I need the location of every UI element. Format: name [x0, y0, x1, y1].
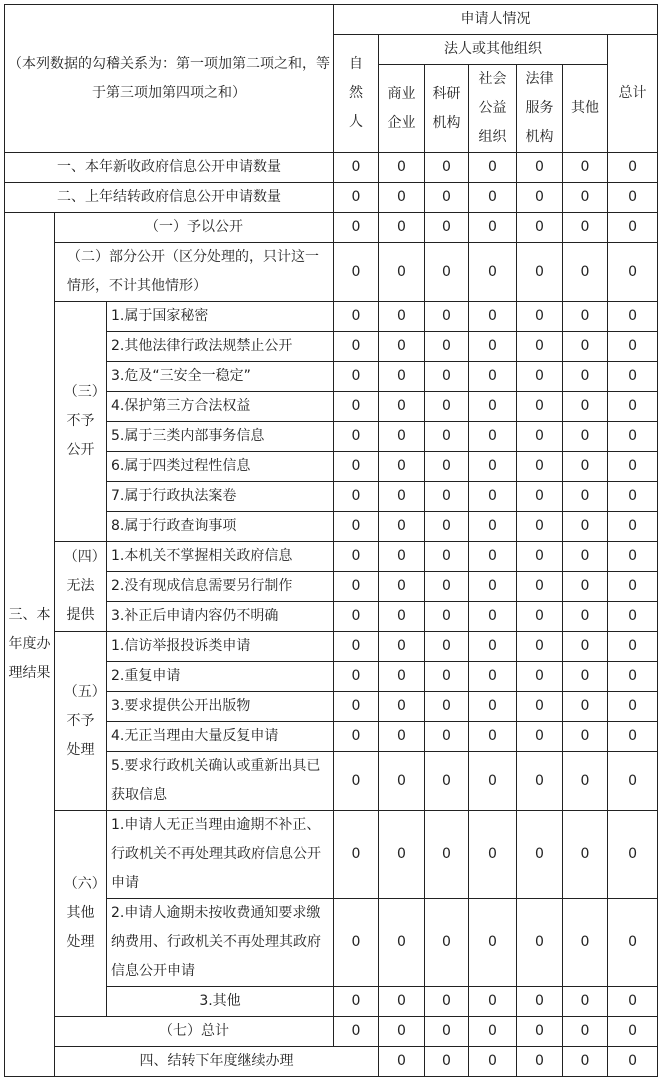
cell-value: 0 [379, 183, 425, 213]
row-label: 1.本机关不掌握相关政府信息 [107, 542, 334, 572]
cell-value: 0 [469, 899, 517, 987]
cell-value: 0 [608, 899, 658, 987]
cell-value: 0 [563, 987, 608, 1017]
cell-value: 0 [563, 512, 608, 542]
cell-value: 0 [608, 153, 658, 183]
row-label: （七）总计 [55, 1017, 334, 1047]
cell-value: 0 [425, 752, 469, 811]
cell-value: 0 [517, 722, 563, 752]
cell-value: 0 [334, 302, 379, 332]
cell-value: 0 [517, 987, 563, 1017]
cell-value: 0 [425, 332, 469, 362]
cell-value: 0 [608, 692, 658, 722]
cell-value: 0 [334, 392, 379, 422]
cell-value: 0 [425, 662, 469, 692]
cell-value: 0 [608, 987, 658, 1017]
row-label: 3.危及“三安全一稳定” [107, 362, 334, 392]
cell-value: 0 [563, 1017, 608, 1047]
legal-service-label: 法律服务机构 [525, 71, 554, 145]
cell-value: 0 [517, 899, 563, 987]
cell-value: 0 [334, 512, 379, 542]
cell-value: 0 [425, 392, 469, 422]
cell-value: 0 [425, 362, 469, 392]
social-welfare-header [469, 65, 517, 153]
cell-value: 0 [469, 722, 517, 752]
section-not-processed [55, 632, 107, 811]
cell-value: 0 [517, 811, 563, 899]
cell-value: 0 [334, 542, 379, 572]
legal-service-header [517, 65, 563, 153]
cell-value: 0 [469, 392, 517, 422]
natural-person-label: 自然人 [349, 56, 363, 130]
cell-value: 0 [379, 243, 425, 302]
cell-value: 0 [517, 1017, 563, 1047]
cell-value: 0 [425, 482, 469, 512]
cell-value: 0 [469, 512, 517, 542]
cell-value: 0 [425, 452, 469, 482]
cell-value: 0 [608, 542, 658, 572]
row-label: 3.要求提供公开出版物 [107, 692, 334, 722]
cell-value: 0 [334, 987, 379, 1017]
cell-value: 0 [469, 422, 517, 452]
cell-value: 0 [517, 512, 563, 542]
cell-value: 0 [608, 452, 658, 482]
cell-value: 0 [517, 632, 563, 662]
cell-value: 0 [379, 213, 425, 243]
cell-value: 0 [469, 1047, 517, 1077]
section-cannot-provide [55, 542, 107, 632]
cell-value: 0 [563, 542, 608, 572]
cell-value: 0 [469, 811, 517, 899]
cell-value: 0 [563, 572, 608, 602]
cell-value: 0 [563, 243, 608, 302]
cell-value: 0 [563, 422, 608, 452]
note-header-cell [5, 5, 334, 153]
cell-value: 0 [379, 452, 425, 482]
cell-value: 0 [563, 1047, 608, 1077]
cell-value: 0 [425, 692, 469, 722]
row-label: 5.属于三类内部事务信息 [107, 422, 334, 452]
cell-value: 0 [517, 422, 563, 452]
section-not-processed-label: （五）不予处理 [63, 683, 106, 758]
cell-value: 0 [469, 213, 517, 243]
cell-value: 0 [608, 332, 658, 362]
cell-value: 0 [379, 572, 425, 602]
cell-value: 0 [608, 482, 658, 512]
row-label: 1.信访举报投诉类申请 [107, 632, 334, 662]
cell-value: 0 [469, 183, 517, 213]
total-header: 总计 [608, 35, 658, 153]
cell-value: 0 [469, 752, 517, 811]
cell-value: 0 [425, 183, 469, 213]
cell-value: 0 [608, 1017, 658, 1047]
row-label: 一、本年新收政府信息公开申请数量 [5, 153, 334, 183]
cell-value: 0 [334, 602, 379, 632]
cell-value: 0 [563, 332, 608, 362]
cell-value: 0 [608, 302, 658, 332]
cell-value: 0 [425, 1047, 469, 1077]
row-label: 1.属于国家秘密 [107, 302, 334, 332]
research-label: 科研机构 [432, 85, 461, 131]
cell-value: 0 [425, 243, 469, 302]
section-year-results-label: 三、本年度办理结果 [8, 607, 51, 681]
commercial-header [379, 65, 425, 153]
cell-value: 0 [563, 452, 608, 482]
cell-value: 0 [379, 153, 425, 183]
cell-value: 0 [517, 752, 563, 811]
cell-value: 0 [469, 602, 517, 632]
cell-value: 0 [425, 213, 469, 243]
cell-value: 0 [517, 362, 563, 392]
cell-value: 0 [425, 811, 469, 899]
cell-value: 0 [379, 602, 425, 632]
cell-value: 0 [379, 987, 425, 1017]
cell-value: 0 [425, 632, 469, 662]
cell-value: 0 [517, 482, 563, 512]
row-label: 二、上年结转政府信息公开申请数量 [5, 183, 334, 213]
cell-value: 0 [334, 811, 379, 899]
cell-value: 0 [334, 899, 379, 987]
cell-value: 0 [469, 692, 517, 722]
cell-value: 0 [334, 243, 379, 302]
cell-value: 0 [517, 332, 563, 362]
cell-value: 0 [334, 422, 379, 452]
cell-value: 0 [563, 362, 608, 392]
row-label: 3.其他 [107, 987, 334, 1017]
cell-value: 0 [425, 602, 469, 632]
row-label: 7.属于行政执法案卷 [107, 482, 334, 512]
cell-value: 0 [563, 692, 608, 722]
cell-value: 0 [608, 632, 658, 662]
cell-value: 0 [517, 302, 563, 332]
row-label: 2.没有现成信息需要另行制作 [107, 572, 334, 602]
cell-value: 0 [563, 899, 608, 987]
row-label: 2.其他法律行政法规禁止公开 [107, 332, 334, 362]
cell-value: 0 [379, 542, 425, 572]
cell-value: 0 [608, 243, 658, 302]
cell-value: 0 [425, 899, 469, 987]
cell-value: 0 [608, 213, 658, 243]
cell-value: 0 [563, 392, 608, 422]
row-label: 3.补正后申请内容仍不明确 [107, 602, 334, 632]
cell-value: 0 [517, 662, 563, 692]
cell-value: 0 [425, 153, 469, 183]
cell-value: 0 [563, 752, 608, 811]
cell-value: 0 [608, 662, 658, 692]
cell-value: 0 [425, 422, 469, 452]
cell-value: 0 [334, 362, 379, 392]
note-text: （本列数据的勾稽关系为：第一项加第二项之和，等于第三项加第四项之和） [8, 55, 330, 101]
cell-value: 0 [517, 692, 563, 722]
cell-value: 0 [563, 722, 608, 752]
cell-value: 0 [379, 1047, 425, 1077]
cell-value: 0 [469, 302, 517, 332]
cell-value: 0 [425, 512, 469, 542]
applicant-situation-header: 申请人情况 [334, 5, 658, 35]
social-welfare-label: 社会公益组织 [478, 71, 507, 145]
cell-value: 0 [379, 692, 425, 722]
cell-value: 0 [563, 662, 608, 692]
cell-value: 0 [379, 362, 425, 392]
cell-value: 0 [334, 153, 379, 183]
cell-value: 0 [563, 153, 608, 183]
row-label: 5.要求行政机关确认或重新出具已获取信息 [107, 752, 334, 811]
cell-value: 0 [469, 243, 517, 302]
cell-value: 0 [517, 153, 563, 183]
row-label: 4.无正当理由大量反复申请 [107, 722, 334, 752]
cell-value: 0 [379, 302, 425, 332]
cell-value: 0 [469, 662, 517, 692]
other-header: 其他 [563, 65, 608, 153]
row-label: （一）予以公开 [55, 213, 334, 243]
legal-person-group-header: 法人或其他组织 [379, 35, 608, 65]
disclosure-stats-table [4, 4, 658, 1077]
cell-value: 0 [334, 332, 379, 362]
cell-value: 0 [517, 243, 563, 302]
row-label: 2.申请人逾期未按收费通知要求缴纳费用、行政机关不再处理其政府信息公开申请 [107, 899, 334, 987]
cell-value: 0 [469, 153, 517, 183]
cell-value: 0 [379, 662, 425, 692]
cell-value: 0 [334, 1017, 379, 1047]
cell-value: 0 [563, 602, 608, 632]
cell-value: 0 [425, 1017, 469, 1047]
cell-value: 0 [608, 602, 658, 632]
cell-value: 0 [563, 213, 608, 243]
cell-value: 0 [334, 632, 379, 662]
row-label: 6.属于四类过程性信息 [107, 452, 334, 482]
cell-value: 0 [469, 332, 517, 362]
cell-value: 0 [608, 422, 658, 452]
cell-value: 0 [425, 302, 469, 332]
cell-value: 0 [563, 302, 608, 332]
row-label: 4.保护第三方合法权益 [107, 392, 334, 422]
row-label: 2.重复申请 [107, 662, 334, 692]
cell-value: 0 [563, 632, 608, 662]
cell-value: 0 [425, 542, 469, 572]
cell-value: 0 [517, 542, 563, 572]
cell-value: 0 [334, 662, 379, 692]
cell-value: 0 [517, 1047, 563, 1077]
cell-value: 0 [379, 632, 425, 662]
cell-value: 0 [334, 752, 379, 811]
cell-value: 0 [334, 572, 379, 602]
cell-value: 0 [334, 692, 379, 722]
cell-value: 0 [608, 722, 658, 752]
cell-value: 0 [608, 392, 658, 422]
cell-value: 0 [469, 482, 517, 512]
row-label: （二）部分公开（区分处理的，只计这一情形，不计其他情形） [55, 243, 334, 302]
cell-value: 0 [425, 572, 469, 602]
cell-value: 0 [469, 542, 517, 572]
research-header [425, 65, 469, 153]
cell-value: 0 [608, 1047, 658, 1077]
cell-value: 0 [563, 183, 608, 213]
cell-value: 0 [425, 722, 469, 752]
section-not-disclosed-label: （三）不予公开 [63, 384, 106, 458]
cell-value: 0 [517, 213, 563, 243]
cell-value: 0 [469, 572, 517, 602]
cell-value: 0 [608, 512, 658, 542]
natural-person-header [334, 35, 379, 153]
cell-value: 0 [379, 392, 425, 422]
row-label: 1.申请人无正当理由逾期不补正、行政机关不再处理其政府信息公开申请 [107, 811, 334, 899]
cell-value: 0 [379, 422, 425, 452]
cell-value: 0 [334, 213, 379, 243]
cell-value: 0 [563, 482, 608, 512]
cell-value: 0 [379, 722, 425, 752]
cell-value: 0 [469, 452, 517, 482]
cell-value: 0 [334, 452, 379, 482]
cell-value: 0 [334, 482, 379, 512]
cell-value: 0 [379, 482, 425, 512]
section-other-processing [55, 811, 107, 1017]
cell-value: 0 [517, 572, 563, 602]
cell-value: 0 [379, 752, 425, 811]
cell-value: 0 [469, 1017, 517, 1047]
cell-value: 0 [379, 1017, 425, 1047]
cell-value: 0 [469, 987, 517, 1017]
cell-value: 0 [469, 362, 517, 392]
cell-value: 0 [608, 752, 658, 811]
cell-value: 0 [517, 602, 563, 632]
row-label: 四、结转下年度继续办理 [55, 1047, 379, 1077]
cell-value: 0 [517, 392, 563, 422]
cell-value: 0 [608, 362, 658, 392]
cell-value: 0 [517, 452, 563, 482]
cell-value: 0 [425, 987, 469, 1017]
cell-value: 0 [334, 183, 379, 213]
commercial-label: 商业企业 [387, 85, 416, 131]
section-not-disclosed [55, 302, 107, 542]
cell-value: 0 [563, 811, 608, 899]
cell-value: 0 [379, 811, 425, 899]
cell-value: 0 [379, 332, 425, 362]
cell-value: 0 [608, 572, 658, 602]
cell-value: 0 [608, 183, 658, 213]
row-label: 8.属于行政查询事项 [107, 512, 334, 542]
section-other-processing-label: （六）其他处理 [63, 876, 106, 950]
cell-value: 0 [608, 811, 658, 899]
cell-value: 0 [379, 899, 425, 987]
cell-value: 0 [334, 722, 379, 752]
cell-value: 0 [379, 512, 425, 542]
section-year-results [5, 213, 55, 1077]
cell-value: 0 [469, 632, 517, 662]
cell-value: 0 [517, 183, 563, 213]
section-cannot-provide-label: （四）无法提供 [63, 549, 106, 623]
